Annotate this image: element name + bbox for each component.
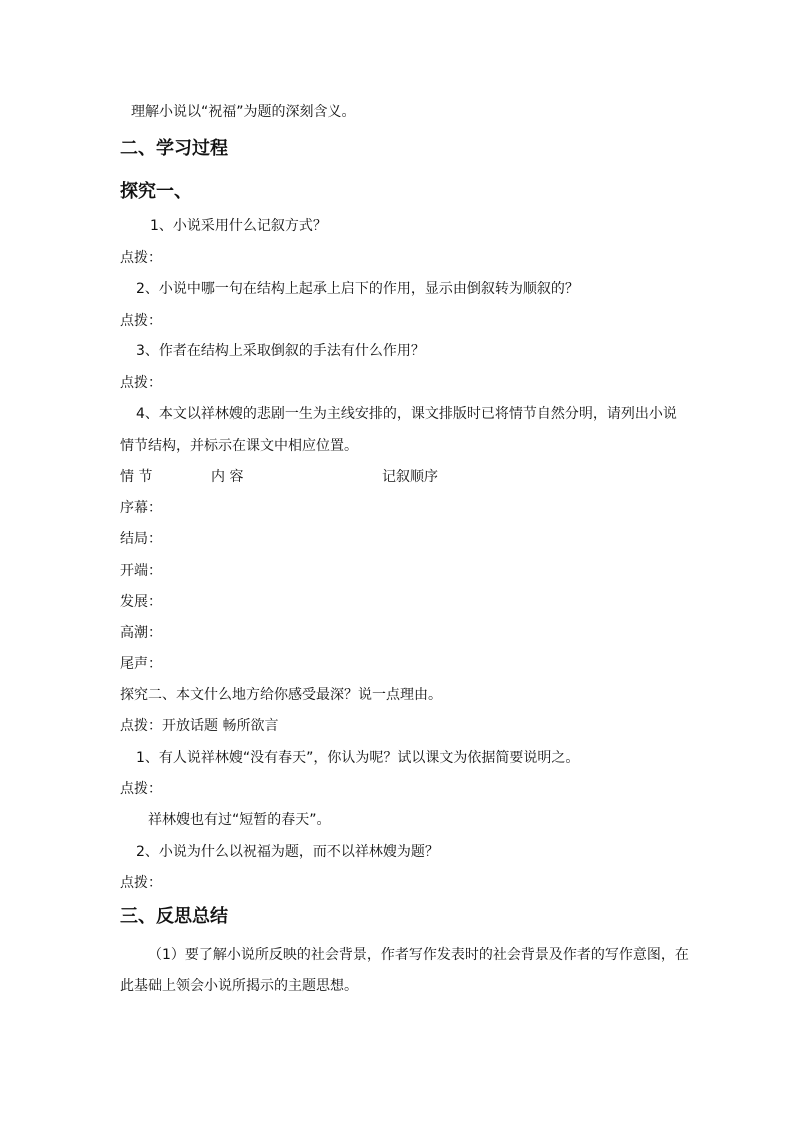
intro-text: 理解小说以“祝福”为题的深刻含义。 — [131, 104, 356, 120]
plot-item-beginning: 开端： — [120, 563, 162, 579]
hint-label-2: 点拨： — [120, 313, 162, 329]
section-2-heading: 二、学习过程 — [120, 138, 228, 159]
explore-2-title: 探究二、本文什么地方给你感受最深？说一点理由。 — [120, 687, 442, 703]
question-1: 1、小说采用什么记叙方式？ — [150, 218, 327, 234]
plot-item-prologue: 序幕： — [120, 500, 162, 516]
question-3: 3、作者在结构上采取倒叙的手法有什么作用？ — [136, 343, 425, 359]
explore-2-hint-label-2: 点拨： — [120, 875, 162, 891]
table-header-order: 记叙顺序 — [382, 469, 438, 485]
explore-1-heading: 探究一、 — [120, 181, 192, 202]
section-3-heading: 三、反思总结 — [120, 906, 228, 927]
hint-label-1: 点拨： — [120, 250, 162, 266]
explore-2-question-2: 2、小说为什么以祝福为题，而不以祥林嫂为题？ — [136, 844, 439, 860]
plot-item-development: 发展： — [120, 594, 162, 610]
question-2: 2、小说中哪一句在结构上起承上启下的作用，显示由倒叙转为顺叙的？ — [136, 281, 579, 297]
question-4-line-2: 情节结构，并标示在课文中相应位置。 — [120, 438, 358, 454]
plot-item-ending: 结局： — [120, 531, 162, 547]
plot-item-epilogue: 尾声： — [120, 656, 162, 672]
explore-2-hint: 点拨：开放话题 畅所欲言 — [120, 718, 279, 734]
table-header-plot: 情 节 — [120, 469, 153, 485]
plot-item-climax: 高潮： — [120, 625, 162, 641]
section-3-paragraph-line-1: （1）要了解小说所反映的社会背景，作者写作发表时的社会背景及作者的写作意图，在 — [148, 947, 689, 963]
explore-2-answer-1: 祥林嫂也有过“短暂的春天”。 — [148, 812, 331, 828]
question-4-line-1: 4、本文以祥林嫂的悲剧一生为主线安排的，课文排版时已将情节自然分明，请列出小说 — [136, 406, 677, 422]
explore-2-hint-label-1: 点拨： — [120, 781, 162, 797]
explore-2-question-1: 1、有人说祥林嫂“没有春天”，你认为呢？试以课文为依据简要说明之。 — [136, 750, 580, 766]
section-3-paragraph-line-2: 此基础上领会小说所揭示的主题思想。 — [120, 978, 358, 994]
table-header-content: 内 容 — [211, 469, 244, 485]
hint-label-3: 点拨： — [120, 375, 162, 391]
